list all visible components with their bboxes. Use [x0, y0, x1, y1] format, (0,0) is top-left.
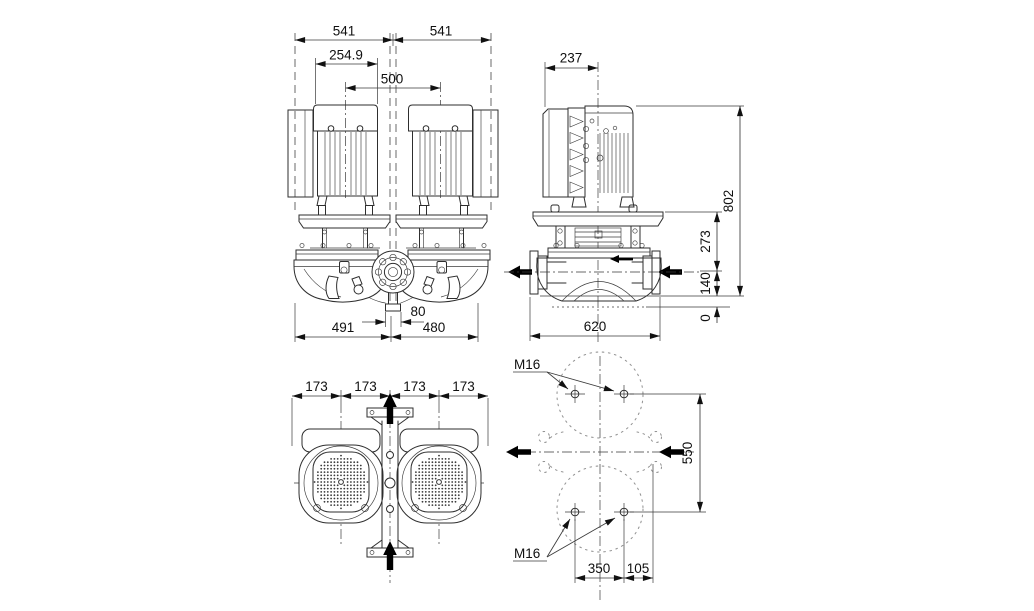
dim-front-motor-width: 254.9 [329, 47, 363, 63]
dim-side-height-total: 802 [721, 189, 736, 213]
bolt-label-top [513, 357, 614, 391]
dim-side-depth: 237 [559, 50, 583, 66]
dim-top-seg1: 173 [305, 379, 328, 394]
terminal-box [543, 109, 568, 197]
vent-plug [340, 262, 350, 274]
dim-front-overall-left: 541 [332, 23, 356, 39]
front-dim-overall [295, 24, 491, 47]
front-dim-motor-width [316, 48, 378, 105]
dim-top-seg3: 173 [403, 379, 426, 394]
top-motor-left [299, 429, 383, 523]
bolt-hole [565, 503, 585, 521]
pump-foot [447, 276, 460, 299]
discharge-flange [652, 251, 660, 294]
foundation-dim-horizontal [575, 464, 653, 583]
flange-studs [413, 243, 486, 247]
flange-studs [300, 243, 373, 247]
drain-plug [423, 277, 434, 295]
drain-plug [352, 277, 363, 295]
motor-stand [310, 228, 380, 248]
dim-front-base-left: 491 [331, 320, 355, 335]
dim-front-port-bore: 80 [410, 304, 426, 319]
foundation-bolt-holes [565, 385, 634, 521]
dim-side-height-port: 140 [698, 272, 713, 295]
dim-foundation-port-offset: 105 [626, 561, 650, 576]
heat-sink [568, 108, 589, 197]
side-dim-length [530, 297, 660, 341]
front-dim-head-spacing [346, 72, 441, 199]
top-view [292, 379, 488, 583]
dim-foundation-bolt-span-h: 350 [587, 561, 611, 576]
front-motor-right [396, 105, 498, 260]
vent-plug [437, 262, 447, 274]
side-dim-depth [545, 51, 598, 108]
dim-foundation-bolt-span-v: 550 [680, 441, 695, 465]
foundation-view [506, 352, 706, 600]
front-view [288, 24, 498, 343]
dim-side-length: 620 [583, 319, 607, 334]
dim-front-base-right: 480 [422, 320, 446, 335]
front-pump-base [294, 251, 488, 311]
flow-arrow-out-left [506, 446, 531, 458]
bolt-hole [565, 385, 585, 403]
dim-side-datum: 0 [698, 314, 713, 322]
bottom-port-stub [386, 293, 401, 311]
motor-stand [406, 228, 476, 248]
dim-top-seg4: 173 [452, 379, 475, 394]
dim-front-overall-right: 541 [429, 23, 453, 39]
top-motor-right [397, 429, 481, 523]
motor-fins [600, 133, 628, 193]
front-motor-left [288, 105, 390, 260]
pump-foot [326, 276, 339, 299]
bolt-size-label-top: M16 [514, 357, 541, 372]
center-port-flange [372, 251, 414, 293]
dim-side-height-upper: 273 [698, 230, 713, 253]
side-view [504, 51, 744, 346]
side-motor [543, 106, 634, 207]
dim-front-head-spacing: 500 [380, 71, 404, 87]
dim-top-seg2: 173 [354, 379, 377, 394]
bolt-size-label-bottom: M16 [514, 546, 541, 561]
